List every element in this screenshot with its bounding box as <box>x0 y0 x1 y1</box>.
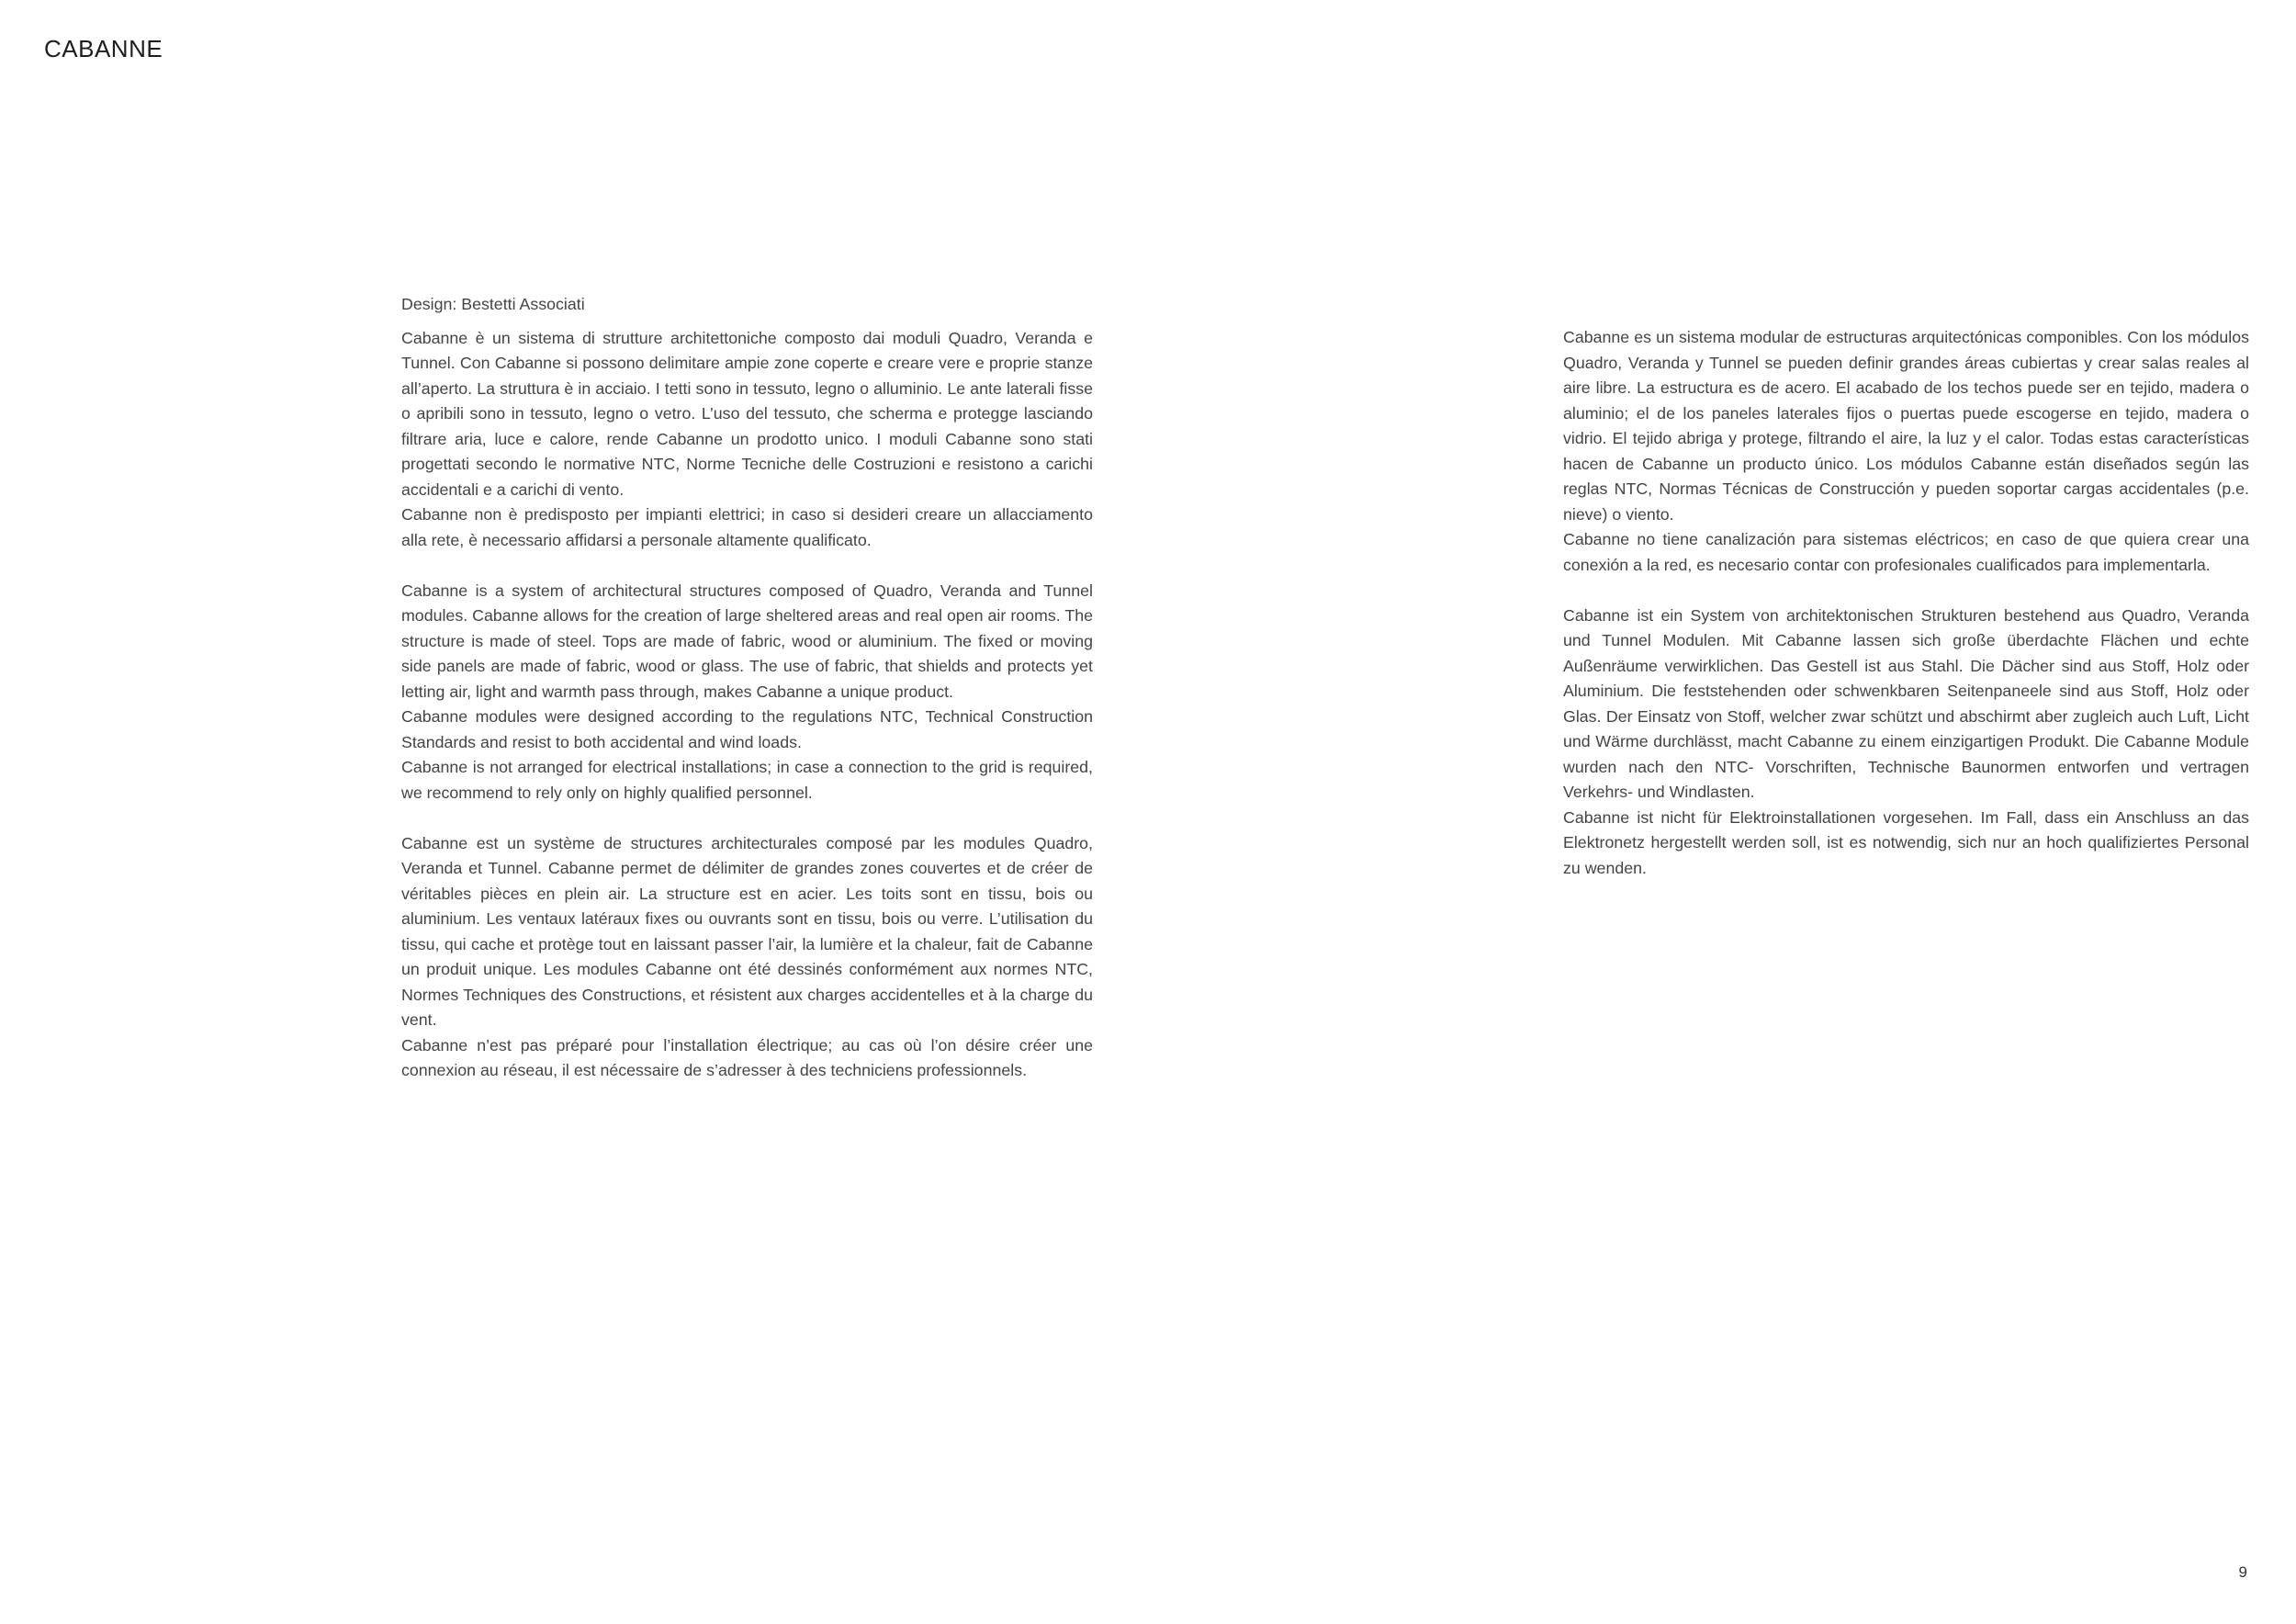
italian-text-block <box>401 326 1093 554</box>
english-paragraph-2: Cabanne modules were designed according to the regulations NTC, Technical Construction Standards and resist to both accidental and wind loads. <box>401 707 1093 751</box>
french-paragraph-1: Cabanne est un système de structures architecturales composé par les modules Quadro, Veranda et Tunnel. Cabanne permet de délimiter de grandes zones couvertes et de créer de véritables pièces en plein air. La structure est en acier. Les toits sont en tissu, bois ou aluminium. Les ventaux latéraux fixes ou ouvrants sont en tissu, bois ou verre. L’utilisation du tissu, qui cache et protège tout en laissant passer l’air, la lumière et la chaleur, fait de Cabanne un produit unique. Les modules Cabanne ont été dessinés conformément aux normes NTC, Normes Techniques des Constructions, et résistent aux charges accidentelles et à la charge du vent. <box>401 833 1093 1029</box>
page-number: 9 <box>2238 1563 2247 1581</box>
german-text-block <box>1563 603 2249 882</box>
right-text-column <box>1563 325 2249 907</box>
italian-paragraph-1: Cabanne è un sistema di strutture architettoniche composto dai moduli Quadro, Veranda e Tunnel. Con Cabanne si possono delimitare ampie zone coperte e creare vere e proprie stanze all’aperto. La struttura è in acciaio. I tetti sono in tessuto, legno o alluminio. Le ante laterali fisse o apribili sono in tessuto, legno o vetro. L’uso del tessuto, che scherma e protegge lasciando filtrare aria, luce e calore, rende Cabanne un prodotto unico. I moduli Cabanne sono stati progettati secondo le normative NTC, Norme Tecniche delle Costruzioni e resistono a carichi accidentali e a carichi di vento. <box>401 328 1093 499</box>
spanish-paragraph-2: Cabanne no tiene canalización para sistemas eléctricos; en caso de que quiera crear una conexión a la red, es necesario contar con profesionales cualificados para implementarla. <box>1563 530 2249 574</box>
german-paragraph-1: Cabanne ist ein System von architektonischen Strukturen bestehend aus Quadro, Veranda und Tunnel Modulen. Mit Cabanne lassen sich große überdachte Flächen und echte Außenräume verwirklichen. Das Gestell ist aus Stahl. Die Dächer sind aus Stoff, Holz oder Aluminium. Die feststehenden oder schwenkbaren Seitenpaneele sind aus Stoff, Holz oder Glas. Der Einsatz von Stoff, welcher zwar schützt und abschirmt aber zugleich auch Luft, Licht und Wärme durchlässt, macht Cabanne zu einem einzigartigen Produkt. Die Cabanne Module wurden nach den NTC- Vorschriften, Technische Baunormen entworfen und vertragen Verkehrs- und Windlasten. <box>1563 605 2249 801</box>
spanish-paragraph-1: Cabanne es un sistema modular de estructuras arquitectónicas componibles. Con los módulos Quadro, Veranda y Tunnel se pueden definir grandes áreas cubiertas y crear salas reales al aire libre. La estructura es de acero. El acabado de los techos puede ser en tejido, madera o aluminio; el de los paneles laterales fijos o puertas puede escogerse en tejido, madera o vidrio. El tejido abriga y protege, filtrando el aire, la luz y el calor. Todas estas características hacen de Cabanne un producto único. Los módulos Cabanne están diseñados según las reglas NTC, Normas Técnicas de Construcción y pueden soportar cargas accidentales (p.e. nieve) o viento. <box>1563 328 2249 524</box>
designer-credit: Design: Bestetti Associati <box>401 295 585 313</box>
french-paragraph-2: Cabanne n’est pas préparé pour l’installation électrique; au cas où l’on désire créer une connexion au réseau, il est nécessaire de s’adresser à des techniciens professionnels. <box>401 1035 1093 1079</box>
english-paragraph-3: Cabanne is not arranged for electrical installations; in case a connection to the grid is required, we recommend to rely only on highly qualified personnel. <box>401 758 1093 802</box>
german-paragraph-2: Cabanne ist nicht für Elektroinstallationen vorgesehen. Im Fall, dass ein Anschluss an das Elektronetz hergestellt werden soll, ist es notwendig, sich nur an hoch qualifiziertes Personal zu wenden. <box>1563 807 2249 877</box>
english-paragraph-1: Cabanne is a system of architectural structures composed of Quadro, Veranda and Tunnel modules. Cabanne allows for the creation of large sheltered areas and real open air rooms. The structure is made of steel. Tops are made of fabric, wood or aluminium. The fixed or moving side panels are made of fabric, wood or glass. The use of fabric, that shields and protects yet letting air, light and warmth pass through, makes Cabanne a unique product. <box>401 581 1093 701</box>
french-text-block <box>401 831 1093 1084</box>
page-title: CABANNE <box>44 35 163 62</box>
spanish-text-block <box>1563 325 2249 578</box>
english-text-block <box>401 579 1093 806</box>
left-text-column <box>401 292 1093 1109</box>
italian-paragraph-2: Cabanne non è predisposto per impianti elettrici; in caso si desideri creare un allacciamento alla rete, è necessario affidarsi a personale altamente qualificato. <box>401 505 1093 549</box>
